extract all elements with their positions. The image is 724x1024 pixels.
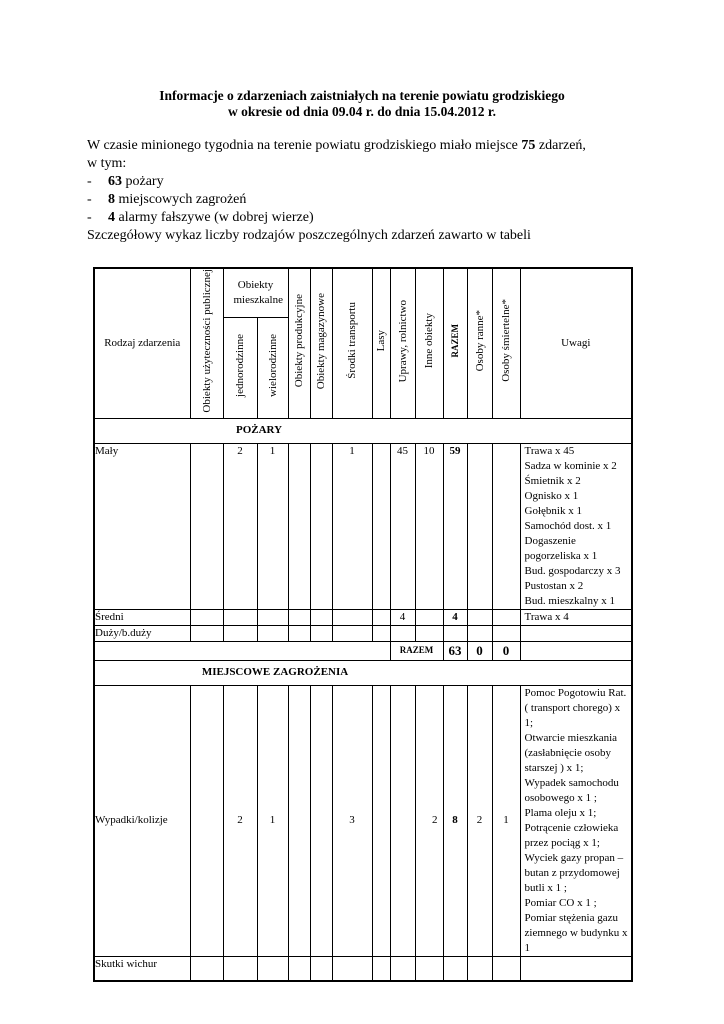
sum-dead: 0: [492, 641, 520, 660]
note-line: starszej ) x 1;: [524, 761, 584, 774]
intro-text: [87, 137, 647, 245]
cell-total: 59: [443, 443, 467, 609]
note-line: ( transport chorego) x 1;: [524, 701, 621, 729]
fires-sum-row: [94, 641, 632, 660]
cell-crops: 4: [390, 609, 415, 625]
cell-single-family: 2: [223, 685, 257, 956]
note-line: Ognisko x 1: [524, 489, 579, 502]
intro-item-threats: [87, 191, 647, 209]
note-line: pogorzeliska x 1: [524, 549, 598, 562]
note-line: Pomiar stężenia gazu: [524, 911, 618, 924]
header-multi-family: wielorodzinne: [257, 318, 288, 418]
header-notes: Uwagi: [520, 268, 632, 418]
intro-item-false-alarms: [87, 209, 647, 227]
note-line: Bud. gospodarczy x 3: [524, 564, 621, 577]
header-row-1: [94, 268, 632, 318]
report-title-line2: w okresie od dnia 09.04 r. do dnia 15.04.2012 r.: [227, 104, 497, 119]
row-type-accidents: Wypadki/kolizje: [94, 685, 190, 956]
note-line: Dogaszenie: [524, 534, 576, 547]
cell-transport: 3: [332, 685, 372, 956]
table-row: [94, 443, 632, 609]
list-dash: -: [87, 210, 92, 225]
fires-label: pożary: [122, 174, 164, 189]
false-alarms-count: 4: [108, 210, 115, 225]
header-crops: Uprawy, rolnictwo: [390, 268, 415, 418]
note-line: Pomoc Pogotowiu Rat.: [524, 686, 627, 699]
intro-in-this: w tym:: [87, 156, 127, 171]
table-row: [94, 625, 632, 641]
incident-table: [93, 267, 633, 982]
false-alarms-label: alarmy fałszywe (w dobrej wierze): [115, 210, 314, 225]
cell-multi-family: 1: [257, 685, 288, 956]
table-row: [94, 956, 632, 981]
note-line: (zasłabnięcie osoby: [524, 746, 611, 759]
section-local-threats-label: MIEJSCOWE ZAGROŻENIA: [94, 660, 632, 685]
header-other: Inne obiekty: [415, 268, 443, 418]
cell-transport: 1: [332, 443, 372, 609]
cell-crops: 45: [390, 443, 415, 609]
header-public: Obiekty użyteczności publicznej: [190, 268, 223, 418]
header-production: Obiekty produkcyjne: [288, 268, 310, 418]
header-injured: Osoby ranne*: [467, 268, 492, 418]
note-line: przez pociąg x 1;: [524, 836, 600, 849]
fires-count: 63: [108, 174, 122, 189]
table-row: [94, 685, 632, 956]
report-title-line1: Informacje o zdarzeniach zaistniałych na terenie powiatu grodziskiego: [159, 88, 565, 103]
intro-sentence-end: zdarzeń,: [535, 138, 586, 153]
row-type-small: Mały: [94, 443, 190, 609]
section-fires-label: POŻARY: [94, 418, 632, 443]
cell-multi-family: 1: [257, 443, 288, 609]
header-transport: Środki transportu: [332, 268, 372, 418]
header-dead: Osoby śmiertelne*: [492, 268, 520, 418]
note-line: ziemnego w budynku x: [524, 926, 628, 939]
row-type-wind: Skutki wichur: [94, 956, 190, 981]
note-line: butan z przydomowej: [524, 866, 620, 879]
cell-other: 2: [415, 685, 443, 956]
threats-label: miejscowych zagrożeń: [115, 192, 247, 207]
intro-summary: [87, 137, 647, 155]
cell-injured: 2: [467, 685, 492, 956]
sum-total: 63: [443, 641, 467, 660]
note-line: Wyciek gazy propan –: [524, 851, 624, 864]
intro-total-count: 75: [521, 138, 536, 153]
row-type-large: Duży/b.duży: [94, 625, 190, 641]
note-line: Pustostan x 2: [524, 579, 584, 592]
cell-single-family: 2: [223, 443, 257, 609]
cell-dead: 1: [492, 685, 520, 956]
cell-total: 8: [443, 685, 467, 956]
note-line: Wypadek samochodu: [524, 776, 619, 789]
cell-notes: [520, 685, 632, 956]
header-type: Rodzaj zdarzenia: [94, 268, 190, 418]
note-line: Trawa x 45: [524, 444, 575, 457]
list-dash: -: [87, 174, 92, 189]
section-fires: [94, 418, 632, 443]
row-type-medium: Średni: [94, 609, 190, 625]
note-line: Potrącenie człowieka: [524, 821, 619, 834]
note-line: Bud. mieszkalny x 1: [524, 594, 615, 607]
note-line: Gołębnik x 1: [524, 504, 582, 517]
intro-sentence-start: W czasie minionego tygodnia na terenie powiatu grodziskiego miało miejsce: [87, 138, 522, 153]
list-dash: -: [87, 192, 92, 207]
intro-closing: Szczegółowy wykaz liczby rodzajów poszczególnych zdarzeń zawarto w tabeli: [87, 228, 531, 243]
cell-other: 10: [415, 443, 443, 609]
note-line: Plama oleju x 1;: [524, 806, 597, 819]
header-single-family: jednorodzinne: [223, 318, 257, 418]
sum-label: RAZEM: [390, 641, 443, 660]
note-line: 1: [524, 941, 531, 954]
note-line: butli x 1 ;: [524, 881, 567, 894]
note-line: Sadza w kominie x 2: [524, 459, 617, 472]
header-residential: Obiekty mieszkalne: [223, 268, 288, 318]
cell-notes: [520, 443, 632, 609]
header-forests: Lasy: [372, 268, 390, 418]
cell-total: 4: [443, 609, 467, 625]
section-local-threats: [94, 660, 632, 685]
note-line: Pomiar CO x 1 ;: [524, 896, 597, 909]
note-line: Samochód dost. x 1: [524, 519, 612, 532]
cell-notes: Trawa x 4: [520, 609, 632, 625]
threats-count: 8: [108, 192, 115, 207]
intro-item-fires: [87, 173, 647, 191]
table-row: [94, 609, 632, 625]
note-line: osobowego x 1 ;: [524, 791, 597, 804]
note-line: Otwarcie mieszkania: [524, 731, 618, 744]
note-line: Śmietnik x 2: [524, 474, 581, 487]
header-total: RAZEM: [443, 268, 467, 418]
sum-injured: 0: [467, 641, 492, 660]
header-storage: Obiekty magazynowe: [310, 268, 332, 418]
